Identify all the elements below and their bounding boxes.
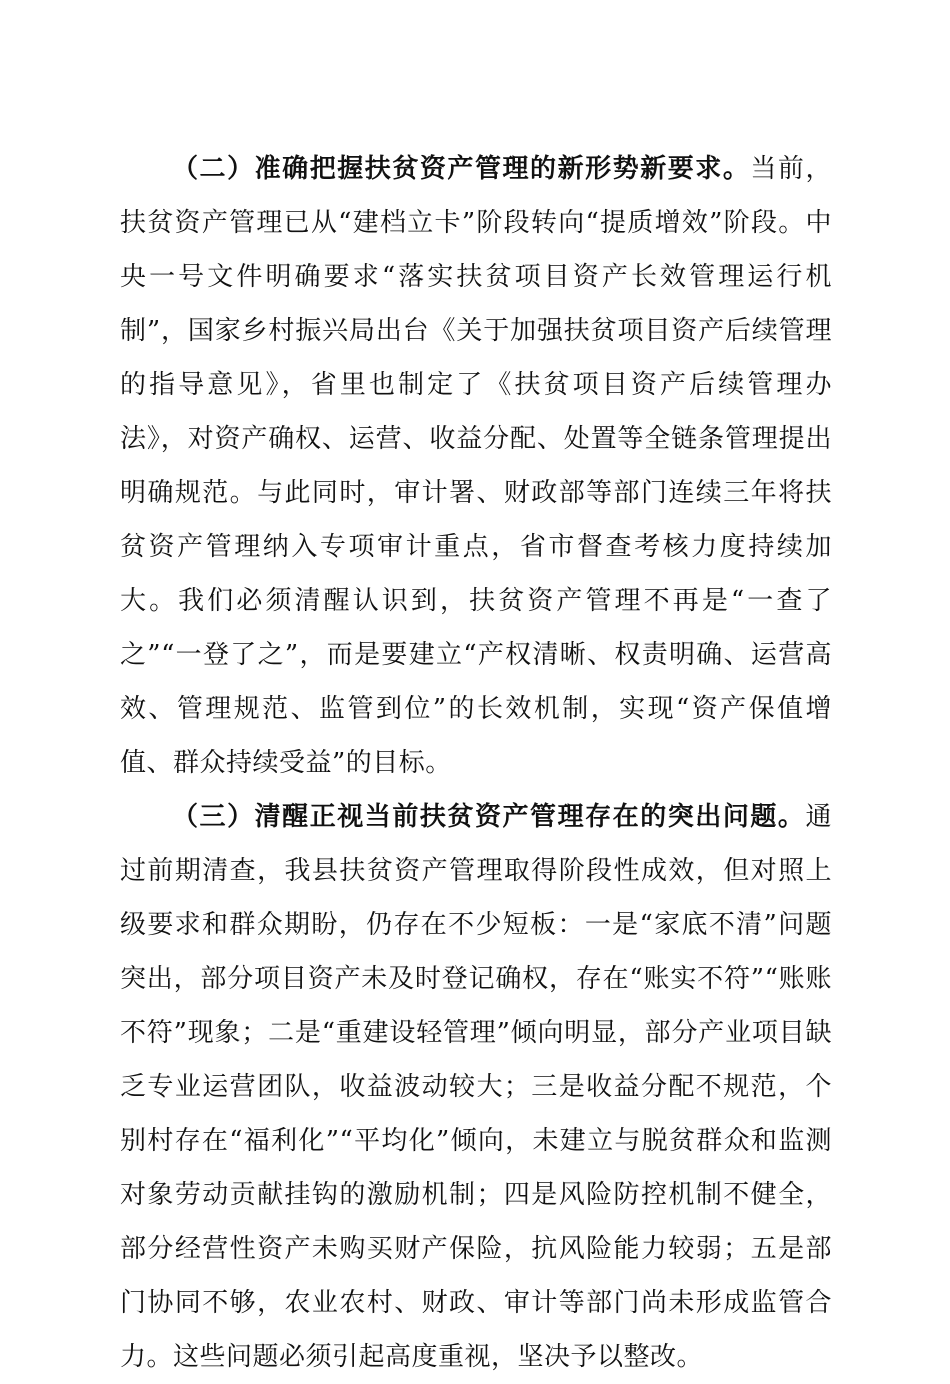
section-3-heading: （三）清醒正视当前扶贫资产管理存在的突出问题。 xyxy=(172,802,806,832)
section-2-text: 当前，扶贫资产管理已从“建档立卡”阶段转向“提质增效”阶段。中央一号文件明确要求“落实扶贫项目资产长效管理运行机制”，国家乡村振兴局出台《关于加强扶贫项目资产后续管理的指导意见》，省里也制定了《扶贫项目资产后续管理办法》，对资产确权、运营、收益分配、处置等全链条管理提出明确规范。与此同时，审计署、财政部等部门连续三年将扶贫资产管理纳入专项审计重点，省市督查考核力度持续加大。我们必须清醒认识到，扶贫资产管理不再是“一查了之”“一登了之”，而是要建立“产权清晰、权责明确、运营高效、管理规范、监管到位”的长效机制，实现“资产保值增值、群众持续受益”的目标。 xyxy=(120,154,832,778)
paragraph-section-3 xyxy=(120,790,832,1384)
section-2-heading: （二）准确把握扶贫资产管理的新形势新要求。 xyxy=(172,154,751,184)
section-3-text: 通过前期清查，我县扶贫资产管理取得阶段性成效，但对照上级要求和群众期盼，仍存在不少短板：一是“家底不清”问题突出，部分项目资产未及时登记确权，存在“账实不符”“账账不符”现象；二是“重建设轻管理”倾向明显，部分产业项目缺乏专业运营团队，收益波动较大；三是收益分配不规范，个别村存在“福利化”“平均化”倾向，未建立与脱贫群众和监测对象劳动贡献挂钩的激励机制；四是风险防控机制不健全，部分经营性资产未购买财产保险，抗风险能力较弱；五是部门协同不够，农业农村、财政、审计等部门尚未形成监管合力。这些问题必须引起高度重视，坚决予以整改。 xyxy=(120,802,832,1372)
paragraph-section-2 xyxy=(120,142,832,790)
document-body xyxy=(120,142,832,1384)
